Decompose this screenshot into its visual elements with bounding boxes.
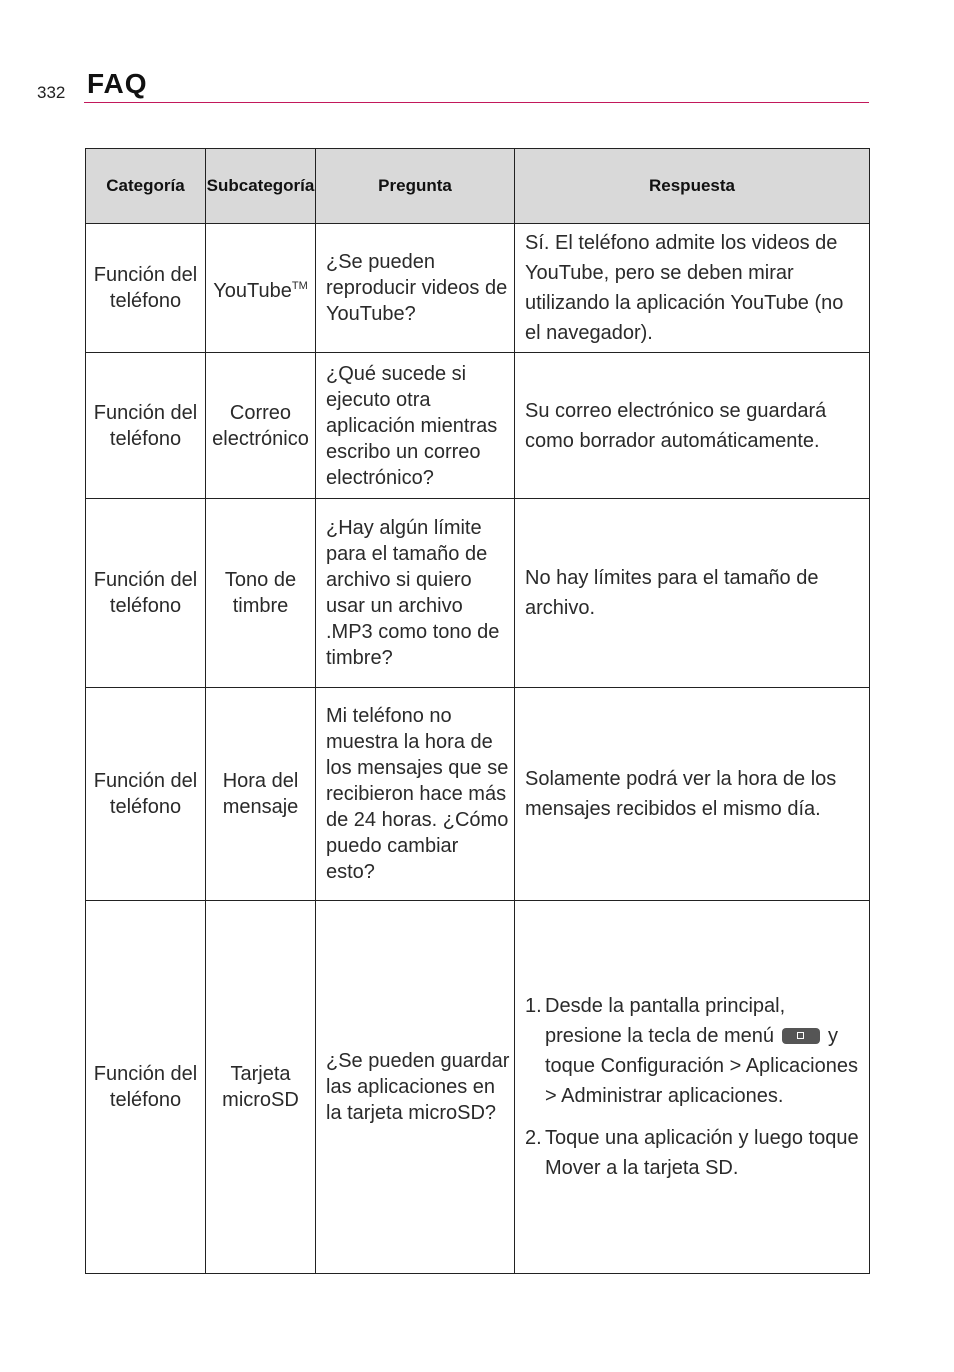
page-title: FAQ — [87, 68, 148, 99]
page-number: 332 — [37, 83, 66, 102]
question-cell: ¿Se pueden guardar las aplicaciones en la tarjeta microSD? — [316, 901, 515, 1274]
table-row — [86, 499, 870, 688]
header-question: Pregunta — [316, 149, 515, 224]
table-row — [86, 901, 870, 1274]
trademark-mark: TM — [291, 279, 308, 292]
category-cell: Función del teléfono — [86, 353, 206, 499]
answer-step — [525, 1123, 863, 1183]
table-row — [86, 688, 870, 901]
question-cell: ¿Se pueden reproducir videos de YouTube? — [316, 224, 515, 353]
category-cell: Función del teléfono — [86, 499, 206, 688]
step-text: Toque una aplicación y luego toque Mover a la tarjeta SD. — [545, 1127, 859, 1179]
faq-table — [85, 148, 870, 1274]
question-cell: ¿Hay algún límite para el tamaño de archivo si quiero usar un archivo .MP3 como tono de timbre? — [316, 499, 515, 688]
subcategory-text: YouTube — [213, 279, 292, 302]
step-number: 1. — [525, 995, 542, 1017]
answer-cell: No hay límites para el tamaño de archivo. — [515, 499, 870, 688]
header-category: Categoría — [86, 149, 206, 224]
question-cell: Mi teléfono no muestra la hora de los mensajes que se recibieron hace más de 24 horas. ¿Cómo puedo cambiar esto? — [316, 688, 515, 901]
table-row — [86, 224, 870, 353]
table-header-row — [86, 149, 870, 224]
answer-steps — [525, 991, 863, 1183]
table-row — [86, 353, 870, 499]
step-text-before-icon: Desde la pantalla principal, presione la tecla de menú — [545, 995, 786, 1047]
category-cell: Función del teléfono — [86, 688, 206, 901]
step-text — [545, 991, 863, 1111]
answer-cell: Sí. El teléfono admite los videos de YouTube, pero se deben mirar utilizando la aplicación YouTube (no el navegador). — [515, 224, 870, 353]
category-cell: Función del teléfono — [86, 224, 206, 353]
step-number: 2. — [525, 1127, 542, 1149]
menu-key-icon — [782, 1028, 820, 1044]
subcategory-cell — [206, 224, 316, 353]
answer-step — [525, 991, 863, 1111]
answer-cell: Solamente podrá ver la hora de los mensajes recibidos el mismo día. — [515, 688, 870, 901]
answer-cell: Su correo electrónico se guardará como borrador automáticamente. — [515, 353, 870, 499]
question-cell: ¿Qué sucede si ejecuto otra aplicación mientras escribo un correo electrónico? — [316, 353, 515, 499]
header-subcategory: Subcategoría — [206, 149, 316, 224]
step-text-after-icon: y toque Configuración > Aplicaciones > Administrar aplicaciones. — [545, 1025, 858, 1107]
header-answer: Respuesta — [515, 149, 870, 224]
subcategory-cell: Tarjeta microSD — [206, 901, 316, 1274]
title-divider — [84, 102, 869, 103]
category-cell: Función del teléfono — [86, 901, 206, 1274]
answer-cell — [515, 901, 870, 1274]
subcategory-cell: Hora del mensaje — [206, 688, 316, 901]
subcategory-cell: Correo electrónico — [206, 353, 316, 499]
subcategory-cell: Tono de timbre — [206, 499, 316, 688]
